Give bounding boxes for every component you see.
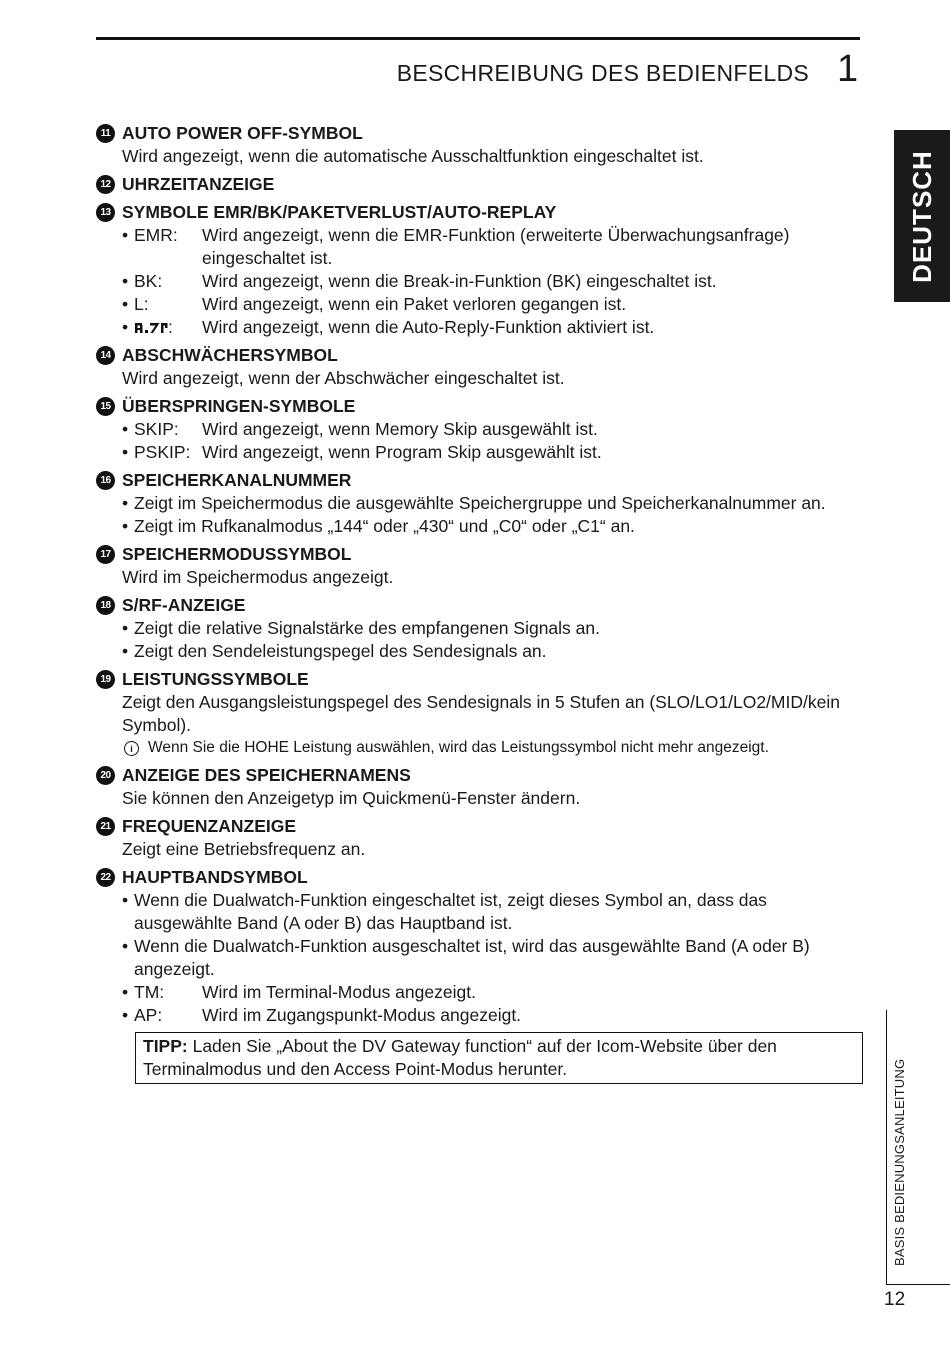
item-22 [96, 866, 866, 1027]
bullet-term: SKIP: [134, 419, 179, 439]
bullet-text: Wenn die Dualwatch-Funktion ausgeschaltet ist, wird das ausgewählte Band (A oder B) angezeigt. [134, 936, 810, 979]
bullet-text: Wird angezeigt, wenn die Auto-Reply-Funktion aktiviert ist. [202, 317, 655, 337]
bullet-term: BK: [134, 271, 163, 291]
item-title: ÜBERSPRINGEN-SYMBOLE [122, 396, 356, 416]
bullet-term [134, 316, 202, 339]
item-title: LEISTUNGSSYMBOLE [122, 669, 309, 689]
bullet-text: Wird angezeigt, wenn Memory Skip ausgewählt ist. [202, 419, 598, 439]
item-title: HAUPTBANDSYMBOL [122, 867, 308, 887]
tip-box [135, 1032, 863, 1084]
item-heading [96, 543, 866, 566]
item-number-badge: 18 [96, 596, 115, 615]
item-number-badge: 12 [96, 175, 115, 194]
item-text: Zeigt den Ausgangsleistungspegel des Sendesignals in 5 Stufen an (SLO/LO1/LO2/MID/kein Symbol). [122, 692, 840, 735]
list-item: • SKIP: Wird angezeigt, wenn Memory Skip ausgewählt ist. [96, 418, 866, 441]
list-item: • TM: Wird im Terminal-Modus angezeigt. [96, 981, 866, 1004]
item-text: Wird angezeigt, wenn der Abschwächer eingeschaltet ist. [122, 368, 565, 388]
item-15 [96, 395, 866, 464]
item-heading [96, 173, 866, 196]
item-title: FREQUENZANZEIGE [122, 816, 297, 836]
note-text: Wenn Sie die HOHE Leistung auswählen, wird das Leistungssymbol nicht mehr angezeigt. [148, 739, 769, 756]
item-heading [96, 201, 866, 224]
item-text: Sie können den Anzeigetyp im Quickmenü-Fenster ändern. [122, 788, 581, 808]
item-11 [96, 122, 866, 168]
language-tab-label: DEUTSCH [906, 149, 937, 283]
bullet-text: Wird angezeigt, wenn ein Paket verloren gegangen ist. [202, 294, 627, 314]
item-13 [96, 201, 866, 339]
item-heading [96, 866, 866, 889]
header-rule [96, 37, 860, 40]
list-item: • Wenn die Dualwatch-Funktion ausgeschaltet ist, wird das ausgewählte Band (A oder B) angezeigt. [96, 935, 866, 981]
item-title: ABSCHWÄCHERSYMBOL [122, 345, 338, 365]
bullet-term-colon: : [168, 317, 173, 337]
manual-label: BASIS BEDIENUNGSANLEITUNG [892, 1058, 907, 1266]
item-18 [96, 594, 866, 663]
item-17 [96, 543, 866, 589]
item-14 [96, 344, 866, 390]
bullet-text: Wird angezeigt, wenn Program Skip ausgewählt ist. [202, 442, 602, 462]
item-title: AUTO POWER OFF-SYMBOL [122, 123, 363, 143]
item-number-badge: 11 [96, 124, 115, 143]
list-item: • Zeigt die relative Signalstärke des empfangenen Signals an. [96, 617, 866, 640]
list-item: • AP: Wird im Zugangspunkt-Modus angezeigt. [96, 1004, 866, 1027]
item-heading [96, 344, 866, 367]
item-heading [96, 122, 866, 145]
tip-text: Laden Sie „About the DV Gateway function“ auf der Icom-Website über den Terminalmodus und den Access Point-Modus herunter. [143, 1036, 777, 1079]
item-19 [96, 668, 866, 759]
content [96, 122, 866, 1084]
item-heading [96, 594, 866, 617]
bullet-term: TM: [134, 982, 165, 1002]
item-number-badge: 16 [96, 471, 115, 490]
item-text: Wird angezeigt, wenn die automatische Ausschaltfunktion eingeschaltet ist. [122, 146, 704, 166]
list-item: • Zeigt im Rufkanalmodus „144“ oder „430“ und „C0“ oder „C1“ an. [96, 515, 866, 538]
item-text: Zeigt eine Betriebsfrequenz an. [122, 839, 366, 859]
bullet-text: Wenn die Dualwatch-Funktion eingeschaltet ist, zeigt dieses Symbol an, dass das ausgewählte Band (A oder B) das Hauptband ist. [134, 890, 767, 933]
bullet-text: Zeigt im Rufkanalmodus „144“ oder „430“ und „C0“ oder „C1“ an. [134, 516, 635, 536]
item-number-badge: 17 [96, 545, 115, 564]
bullet-text: Wird im Terminal-Modus angezeigt. [202, 982, 476, 1002]
item-21 [96, 815, 866, 861]
list-item: • Zeigt im Speichermodus die ausgewählte Speichergruppe und Speicherkanalnummer an. [96, 492, 866, 515]
bullet-term: AP: [134, 1005, 163, 1025]
chapter-number: 1 [837, 48, 859, 90]
item-number-badge: 15 [96, 397, 115, 416]
bullet-text: Zeigt den Sendeleistungspegel des Sendesignals an. [134, 641, 547, 661]
item-number-badge: 22 [96, 868, 115, 887]
bullet-text: Wird angezeigt, wenn die Break-in-Funktion (BK) eingeschaltet ist. [202, 271, 717, 291]
list-item: • Wenn die Dualwatch-Funktion eingeschaltet ist, zeigt dieses Symbol an, dass das ausgewählte Band (A oder B) das Hauptband ist. [96, 889, 866, 935]
item-title: SPEICHERKANALNUMMER [122, 470, 352, 490]
item-number-badge: 13 [96, 203, 115, 222]
bullet-text: Wird im Zugangspunkt-Modus angezeigt. [202, 1005, 522, 1025]
language-tab [894, 130, 950, 302]
bullet-term: L: [134, 294, 149, 314]
auto-reply-icon [134, 320, 168, 334]
item-heading [96, 469, 866, 492]
bullet-term: PSKIP: [134, 442, 191, 462]
item-number-badge: 19 [96, 670, 115, 689]
note [96, 737, 866, 759]
item-heading [96, 668, 866, 691]
item-16 [96, 469, 866, 538]
item-title: SPEICHERMODUSSYMBOL [122, 544, 352, 564]
item-title: UHRZEITANZEIGE [122, 174, 275, 194]
item-12 [96, 173, 866, 196]
list-item: • BK: Wird angezeigt, wenn die Break-in-Funktion (BK) eingeschaltet ist. [96, 270, 866, 293]
item-title: ANZEIGE DES SPEICHERNAMENS [122, 765, 411, 785]
item-heading [96, 815, 866, 838]
item-number-badge: 20 [96, 766, 115, 785]
item-title: SYMBOLE EMR/BK/PAKETVERLUST/AUTO-REPLAY [122, 202, 557, 222]
bullet-term: EMR: [134, 225, 178, 245]
item-heading [96, 395, 866, 418]
info-icon: i [124, 741, 139, 756]
list-item: • L: Wird angezeigt, wenn ein Paket verloren gegangen ist. [96, 293, 866, 316]
item-heading [96, 764, 866, 787]
bullet-text: Wird angezeigt, wenn die EMR-Funktion (erweiterte Überwachungsanfrage) eingeschaltet ist. [202, 225, 790, 268]
list-item: • PSKIP: Wird angezeigt, wenn Program Skip ausgewählt ist. [96, 441, 866, 464]
tip-label: TIPP: [143, 1036, 188, 1056]
item-number-badge: 14 [96, 346, 115, 365]
item-title: S/RF-ANZEIGE [122, 595, 246, 615]
item-number-badge: 21 [96, 817, 115, 836]
page-number: 12 [884, 1289, 906, 1310]
bullet-text: Zeigt im Speichermodus die ausgewählte Speichergruppe und Speicherkanalnummer an. [134, 493, 826, 513]
item-text: Wird im Speichermodus angezeigt. [122, 567, 394, 587]
side-divider [886, 1010, 887, 1285]
list-item: • : Wird angezeigt, wenn die Auto-Reply-Funktion aktiviert ist. [96, 316, 866, 339]
page-title: BESCHREIBUNG DES BEDIENFELDS [396, 60, 809, 86]
list-item: • EMR: Wird angezeigt, wenn die EMR-Funktion (erweiterte Überwachungsanfrage) eingeschaltet ist. [96, 224, 866, 270]
bullet-text: Zeigt die relative Signalstärke des empfangenen Signals an. [134, 618, 600, 638]
page-number-rule [886, 1284, 950, 1285]
list-item: • Zeigt den Sendeleistungspegel des Sendesignals an. [96, 640, 866, 663]
item-20 [96, 764, 866, 810]
